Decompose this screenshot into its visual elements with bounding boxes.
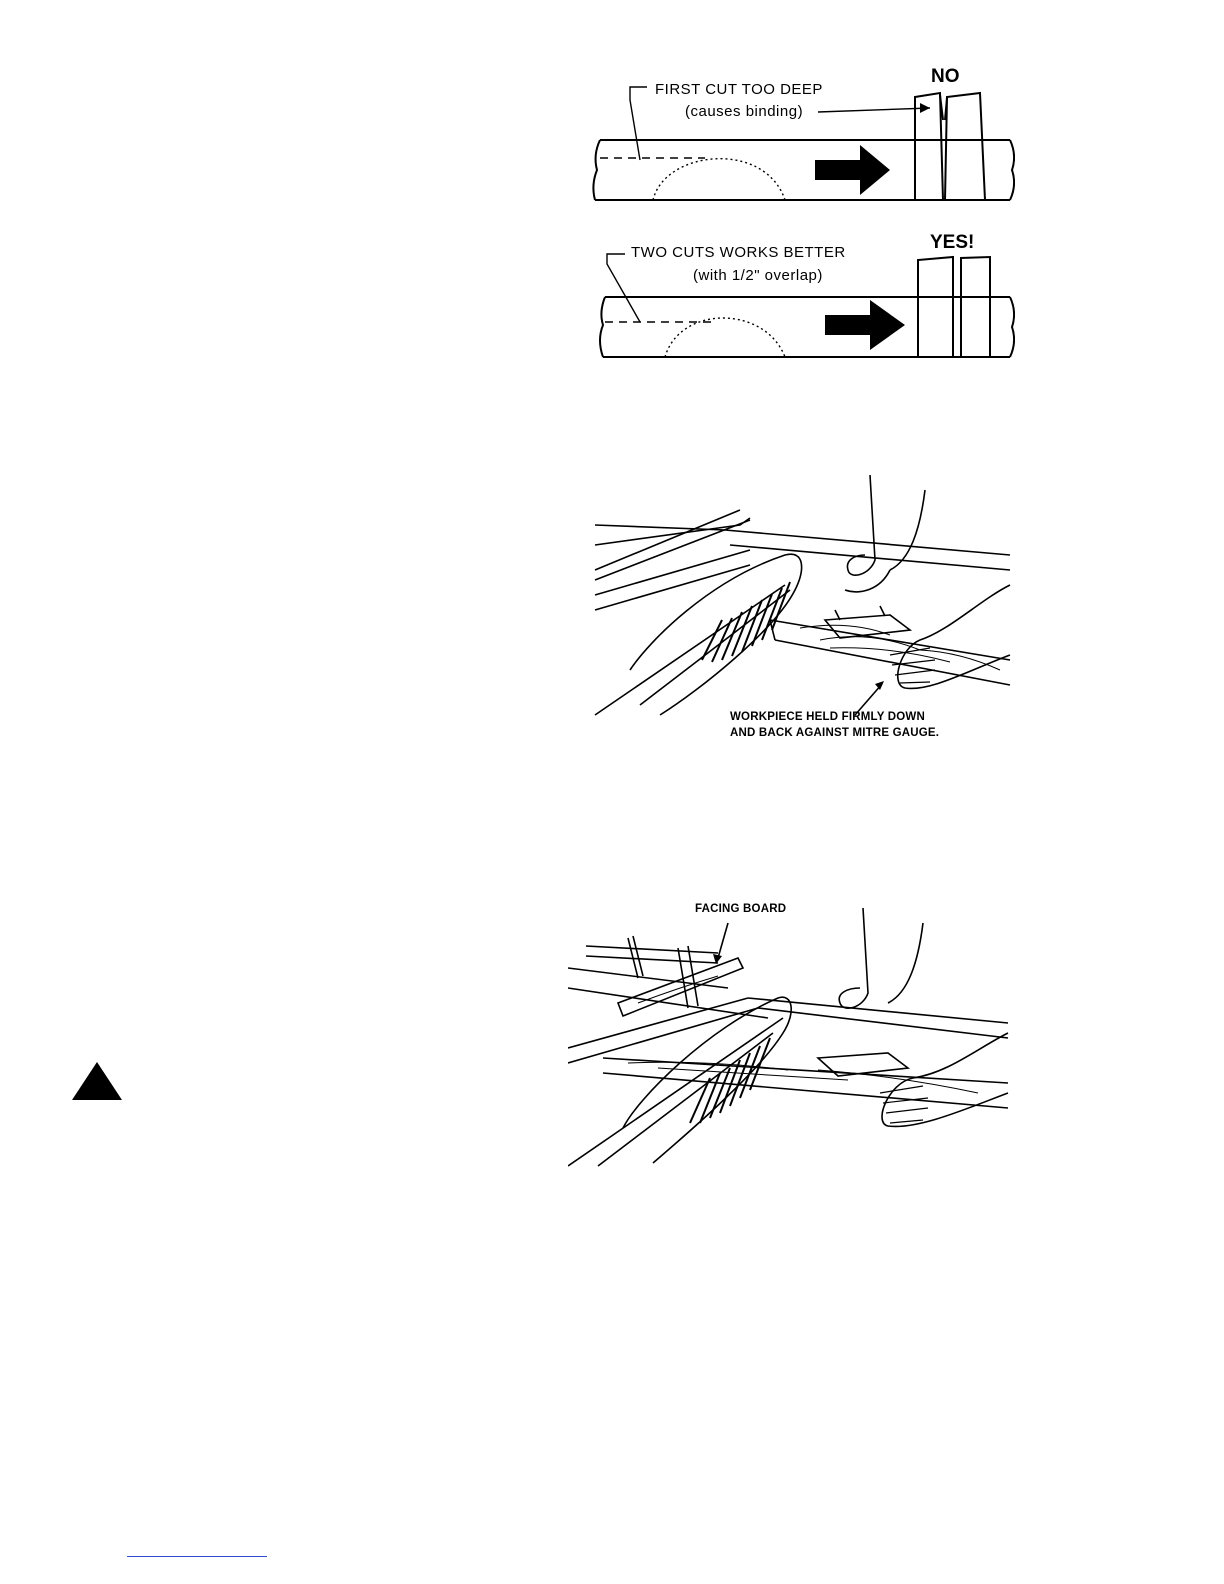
workpiece-caption-line1: WORKPIECE HELD FIRMLY DOWN (730, 711, 925, 723)
facing-board-illustration (568, 898, 1013, 1168)
mitre-gauge-figure (590, 470, 1015, 770)
workpiece-caption-line2: AND BACK AGAINST MITRE GAUGE. (730, 727, 940, 739)
footer-rule (127, 1556, 267, 1557)
yes-label: YES! (930, 232, 975, 253)
no-label: NO (931, 66, 960, 87)
facing-board-figure (568, 898, 1013, 1168)
cut-depth-figure (585, 60, 1015, 370)
facing-board-label: FACING BOARD (695, 903, 787, 915)
two-cuts-better-label: TWO CUTS WORKS BETTER (631, 244, 846, 261)
first-cut-too-deep-label: FIRST CUT TOO DEEP (655, 81, 823, 98)
mitre-gauge-illustration (590, 470, 1015, 720)
causes-binding-label: (causes binding) (685, 103, 804, 120)
overlap-label: (with 1/2" overlap) (693, 267, 823, 284)
warning-triangle-icon (72, 1062, 122, 1107)
